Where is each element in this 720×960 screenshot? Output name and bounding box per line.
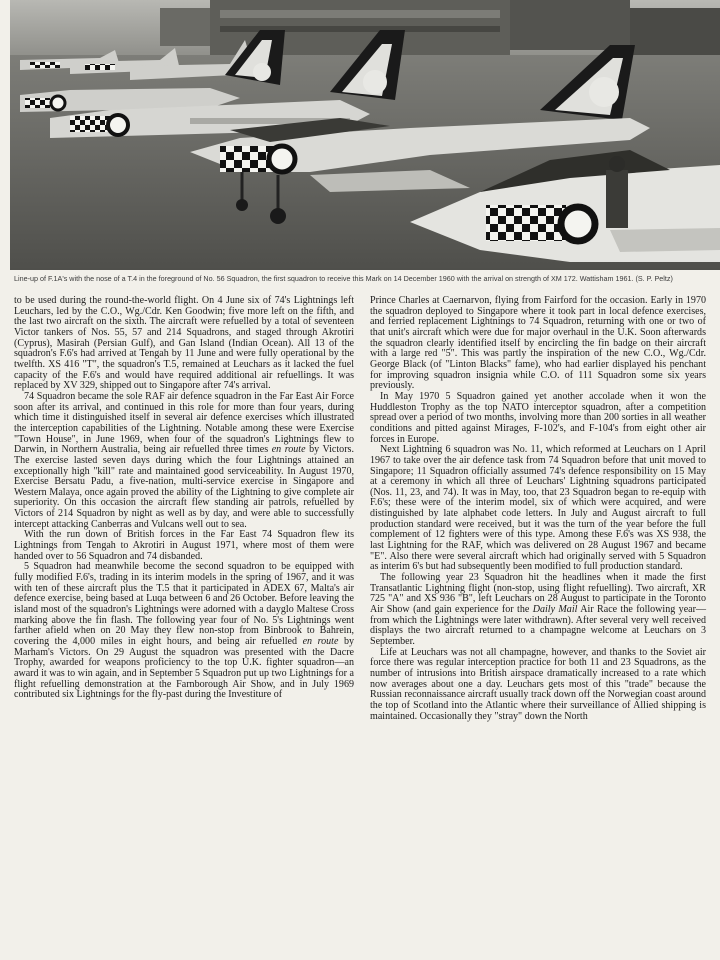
- paragraph: Next Lightning 6 squadron was No. 11, which reformed at Leuchars on 1 April 1967 to take over the air defence task from 74 Squadron before that unit moved to Singapore; 11 Squadron officially assumed 74's defence responsibility on 15 May at a ceremony in which all three of Leuchars' Lightning squadrons participated (Nos. 11, 23, and 74). It was in May, too, that 23 Squadron began to re-equip with F.6's; these were of the interim model, six of which were acquired, and were distinguished by late alphabet code letters. In July and August aircraft to full production standard were received, but it was the turn of the year before the full complement of 12 fighters were of this type. Among these F.6's was XS 938, the last Lightning for the RAF, which was delivered on 28 August 1967 and became "E". Also there were several aircraft which had originally served with 5 Squadron as interim 6's but had subsequently been modified to full production standard.: [370, 444, 706, 573]
- paragraph: The following year 23 Squadron hit the headlines when it made the first Transatlantic Lightning flight (non-stop, using flight refuelling). Two aircraft, XR 725 "A" and XS 936 "B", left Leuchars on 28 August to participate in the Toronto Air Show (and gain experience for the Daily Mail Air Race the following year—from which the Lightnings were later withdrawn). After several very well received displays the two aircraft returned to a champagne welcome at Leuchars on 3 September.: [370, 572, 707, 647]
- aircraft-photo-illustration: [10, 0, 720, 270]
- paragraph: 74 Squadron became the sole RAF air defence squadron in the Far East Air Force soon after its arrival, and continued in this role for more than four years, during which time it distinguished itself in several air defence exercises which illustrated the interception capabilities of the Lightning. Notable among these were Exercise "Town House", in June 1969, when four of the squadron's Lightnings flew to Darwin, in Northern Australia, being air refuelled three times en route by Victors. The exercise lasted seven days during which the four Lightnings attained an exceptionally high "kill" rate and maintained good serviceability. In August 1970, Exercise Bersatu Padu, a five-nation, multi-service exercise in Singapore and Western Malaya, once again proved the ability of the Lightning to give complete air superiority. On this occasion the aircraft flew standing air patrols, refuelled by Victors of 214 Squadron by night as well as by day, and were able to successfully intercept attacking Canberras and Vulcans well out to sea.: [14, 390, 354, 530]
- paragraph: Life at Leuchars was not all champagne, however, and thanks to the Soviet air force there was regular interception practice for both 11 and 23 Squadrons, as the number of intrusions into British airspace dramatically increased to a rate which now averages about one a day. Leuchars gets most of this "trade" because the Russian reconnaissance aircraft usually track down off the Norwegian coast around the top of Scotland into the Atlantic where their surveillance of Allied shipping is maintained. Occasionally they "stray" down the North: [370, 646, 706, 722]
- lightning-lineup-photo: [10, 0, 720, 270]
- paragraph: Prince Charles at Caernarvon, flying from Fairford for the occasion. Early in 1970 the squadron deployed to Singapore where it took part in local defence exercises, and ferried replacement Lightnings to 74 Squadron, returning with one or two of that unit's aircraft which were due for major overhaul in the U.K. Soon afterwards the squadron clearly identified itself by encircling the fin badge on their aircraft with a large red "5". This was partly the inspiration of the new C.O., Wg./Cdr. George Black (of "Linton Blacks" fame), who had earlier displayed his penchant for improving squadron insignia while C.O. of 111 Squadron some six years previously.: [370, 295, 706, 392]
- paragraph: With the run down of British forces in the Far East 74 Squadron flew its Lightnings from Tengah to Akrotiri in August 1971, where most of them were handed over to 56 Squadron and 74 disbanded.: [14, 529, 354, 562]
- left-text-column: [14, 296, 354, 701]
- photo-caption: Line-up of F.1A's with the nose of a T.4 in the foreground of No. 56 Squadron, the first squadron to receive this Mark on 14 December 1960 with the arrival on strength of XM 172. Wattisham 1961. (S. P. Peltz): [14, 274, 673, 283]
- right-text-column: [370, 296, 706, 722]
- paragraph: In May 1970 5 Squadron gained yet another accolade when it won the Huddleston Trophy as the top NATO interceptor squadron, after a competition spread over a period of two months, involving more than 200 sorties in all weather conditions and pitted against Mirages, F-102's, and F-104's from eight other air forces in Europe.: [370, 390, 706, 445]
- paragraph: to be used during the round-the-world flight. On 4 June six of 74's Lightnings left Leuchars, led by the C.O., Wg./Cdr. Ken Goodwin; five more left on the fifth, and the last two aircraft on the sixth. The aircraft were refuelled by a total of seventeen Victor tankers of Nos. 55, 57 and 214 Squadrons, and staged through Akrotiri (Cyprus), Masirah (Persian Gulf), and Gan Island (Indian Ocean). All 13 of the squadron's F.6's had arrived at Tengah by 11 June and were fully operational by the twelfth. XS 416 "T", the squadron's T.5, remained at Leuchars as it lacked the fuel capacity of the F.6's and would have required additional air refuellings. It was replaced by XV 329, shipped out to Singapore after 74's arrival.: [14, 295, 354, 392]
- paragraph: 5 Squadron had meanwhile become the second squadron to be equipped with fully modified F.6's, trading in its interim models in the spring of 1967, and it was with ten of these aircraft plus the T.5 that it participated in ADEX 67, Malta's air defence exercise, being based at Luqa between 6 and 26 October. Before leaving the island most of the squadron's Lightnings were adorned with a dayglo Maltese Cross marking above the fin flash. The following year four of No. 5's Lightnings went farther afield when on 20 May they flew non-stop from Binbrook to Bahrein, covering the 4,000 miles in eight hours, and being air refuelled en route by Marham's Victors. On 29 August the squadron was presented with the Dacre Trophy, awarded for weapons proficiency to the top U.K. fighter squadron—an award it was to win again, and in September 5 Squadron put up two Lightnings for a flight refuelling demonstration at the Farnborough Air Show, and in July 1969 contributed six Lightnings for the fly-past during the Investiture of: [14, 561, 355, 701]
